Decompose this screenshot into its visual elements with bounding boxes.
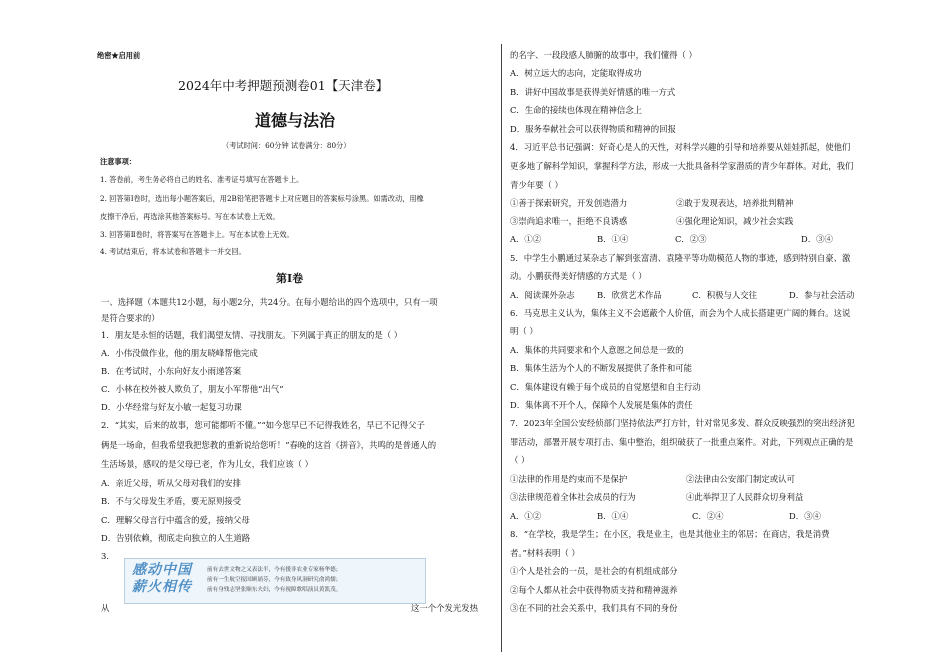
q7-option-b: B．①④	[597, 511, 629, 521]
q7-stem: 7．2023年全国公安经侦部门坚持依法严打方针，针对常见多发、群众反映强烈的突出经济犯	[510, 418, 855, 428]
q1-option-a: A．小伟没做作业，他的朋友晓峰帮他完成	[101, 348, 258, 358]
q4-option-c: C．②③	[675, 234, 707, 244]
q8-statement: ①个人是社会的一员，是社会的有机组成部分	[510, 566, 678, 576]
q5-stem: 动。小鹏获得美好情感的方式是（ ）	[510, 271, 647, 281]
q8-stem: 8．“在学校，我是学生；在小区，我是业主，也是其他业主的邻居；在商店，我是消费	[510, 529, 830, 539]
q7-stem: 罪活动，部署开展专项打击、集中整治，组织破获了一批重点案件。对此，下列观点正确的是	[510, 437, 854, 447]
exam-title: 2024年中考押题预测卷01【天津卷】	[178, 78, 389, 93]
q3-option-b: B．讲好中国故事是获得美好情感的唯一方式	[510, 87, 676, 97]
column-divider	[501, 44, 502, 652]
exam-info: （考试时间：60分钟 试卷满分：80分）	[222, 141, 351, 150]
q5-stem: 5．中学生小鹏通过某杂志了解到张富清、袁隆平等功勋模范人物的事迹，感到特别自豪、激	[510, 253, 851, 263]
q4-option-a: A．①②	[510, 234, 542, 244]
note-item: 4. 考试结束后，将本试卷和答题卡一并交回。	[100, 247, 246, 256]
q5-option-a: A．阅读课外杂志	[510, 290, 575, 300]
q5-option-c: C．积极与人交往	[692, 290, 758, 300]
q7-option-d: D．③④	[789, 511, 821, 521]
q7-option-c: C．②④	[692, 511, 724, 521]
q2-option-d: D．告别依赖，彻底走向独立的人生道路	[101, 533, 251, 543]
note-item: 1. 答卷前，考生务必将自己的姓名、准考证号填写在答题卡上。	[100, 175, 304, 184]
q4-statement: ③崇尚追求唯一，拒绝不良诱惑	[510, 216, 628, 226]
q5-option-d: D．参与社会活动	[789, 290, 855, 300]
q1-stem: 1．朋友是永恒的话题，我们渴望友情、寻找朋友。下列属于真正的朋友的是（ ）	[101, 330, 403, 340]
part1-intro: 是符合要求的）	[101, 313, 160, 323]
q8-statement: ③在不同的社会关系中，我们具有不同的身份	[510, 603, 678, 613]
q2-option-a: A．亲近父母，听从父母对我们的安排	[101, 478, 242, 488]
q7-statement: ④此举捍卫了人民群众切身利益	[686, 492, 804, 502]
q1-option-b: B．在考试时，小东向好友小雨递答案	[101, 366, 242, 376]
q4-stem: 更多地了解科学知识，掌握科学方法，形成一大批具备科学家潜质的青少年群体。对此，我们	[510, 161, 854, 171]
q4-statement: ①善于探索研究，开发创造潜力	[510, 198, 628, 208]
q2-stem: 俩是一场命，但我希望我把您教的重新说给您听！”春晚的这首《拼音》，共鸣的是普通人的	[101, 440, 437, 450]
note-item: 皮擦干净后，再选涂其他答案标号。写在本试卷上无效。	[100, 212, 280, 221]
q7-statement: ③法律规范着全体社会成员的行为	[510, 492, 636, 502]
q7-statement: ②法律由公安部门制定或认可	[686, 474, 795, 484]
q4-stem: 青少年要（ ）	[510, 180, 563, 190]
notes-heading: 注意事项：	[100, 157, 136, 166]
q6-option-d: D．集体离不开个人，保障个人发展是集体的责任	[510, 400, 693, 410]
q6-option-a: A．集体的共同要求和个人意愿之间总是一致的	[510, 345, 684, 355]
q6-stem: 6．马克思主义认为，集体主义不会遮蔽个人价值，而会为个人成长搭建更广阔的舞台。这说	[510, 308, 851, 318]
q2-option-c: C．理解父母言行中蕴含的爱，接纳父母	[101, 515, 250, 525]
q1-option-d: D．小华经常与好友小敏一起复习功课	[101, 402, 242, 412]
q8-statement: ②每个人都从社会中获得物质支持和精神滋养	[510, 585, 678, 595]
q2-stem: 2．“其实，后来的故事，您可能都听不懂。”“如今您早已不记得我姓名，早已不记得父子	[101, 420, 425, 430]
touching-china-image	[124, 558, 426, 604]
q8-stem: 者。”材料表明（ ）	[510, 548, 580, 558]
q3-tail-left: 从	[101, 603, 110, 613]
q4-statement: ④强化理论知识，减少社会实践	[676, 216, 794, 226]
q4-option-b: B．①④	[597, 234, 629, 244]
q2-option-b: B．不与父母发生矛盾，要无原则接受	[101, 496, 242, 506]
q6-stem: 明（ ）	[510, 326, 538, 336]
q6-option-c: C．集体建设有赖于每个成员的自觉愿望和自主行动	[510, 382, 701, 392]
q4-option-d: D．③④	[801, 234, 833, 244]
q4-stem: 4．习近平总书记强调：好奇心是人的天性，对科学兴趣的引导和培养要从娃娃抓起，使他们	[510, 142, 851, 152]
note-item: 2. 回答第Ⅰ卷时，选出每小题答案后，用2B铅笔把答题卡上对应题目的答案标号涂黑。如需改动，用橡	[100, 194, 424, 203]
q3-tail-right: 这一个个发光发热	[411, 603, 478, 613]
q3-option-d: D．服务奉献社会可以获得物质和精神的回报	[510, 124, 676, 134]
part1-title: 第Ⅰ卷	[276, 272, 304, 285]
q7-stem: （ ）	[510, 455, 530, 465]
q6-option-b: B．集体生活为个人的不断发展提供了条件和可能	[510, 363, 693, 373]
q4-statement: ②敢于发现表达，培养批判精神	[676, 198, 794, 208]
note-item: 3. 回答第Ⅱ卷时，将答案写在答题卡上。写在本试卷上无效。	[100, 230, 294, 239]
q3-option-a: A．树立远大的志向，定能取得成功	[510, 68, 642, 78]
q7-option-a: A．①②	[510, 511, 542, 521]
q1-option-c: C．小林在校外被人欺负了，朋友小军帮他“出气”	[101, 384, 284, 394]
q2-stem: 生活场景，感叹的是父母已老，作为儿女，我们应该（ ）	[101, 459, 314, 469]
q3-continued: 的名字、一段段感人肺腑的故事中，我们懂得（ ）	[510, 50, 697, 60]
q3-number: 3．	[101, 551, 115, 561]
q5-option-b: B．欣赏艺术作品	[597, 290, 662, 300]
q3-option-c: C．生命的接续也体现在精神信念上	[510, 105, 643, 115]
logo-title: 感动中国 薪火相传	[132, 562, 192, 595]
secret-label: 绝密★启用前	[97, 51, 141, 60]
logo-verses: 前有去世文物之又表法半，今有援非农业专家杨华德； 前有一生航空报国顾诵芬，今有致身风洞研究俞鸿儒； 前有身残志坚张顺东夫妇，今有视障歌唱演员黄凯茂。	[207, 567, 342, 593]
subject-title: 道德与法治	[255, 111, 336, 130]
part1-intro: 一、选择题（本题共12小题，每小题2分，共24分。在每小题给出的四个选项中，只有一项	[101, 297, 438, 307]
q7-statement: ①法律的作用是约束而不是保护	[510, 474, 628, 484]
